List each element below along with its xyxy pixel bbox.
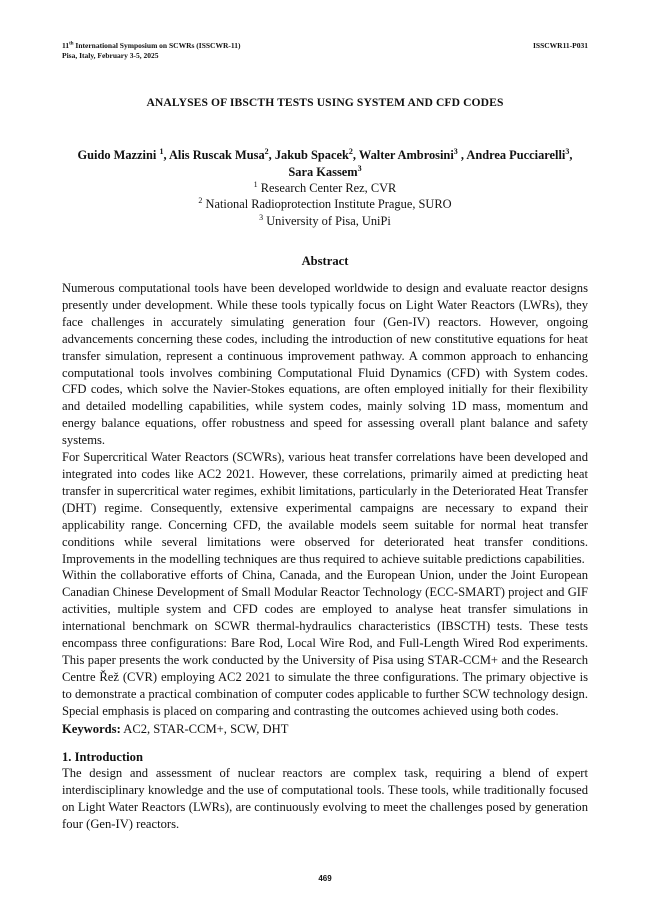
- running-header-conference: [62, 41, 240, 61]
- conference-name: 11th International Symposium on SCWRs (ISSCWR-11): [62, 41, 241, 50]
- abstract-paragraph: For Supercritical Water Reactors (SCWRs), various heat transfer correlations have been developed and integrated into codes like AC2 2021. However, these correlations, primarily aimed at predicting heat transfer in supercritical water regimes, exhibit limitations, particularly in the Deteriorated Heat Transfer (DHT) regime. Consequently, extensive experimental campaigns are necessary to expand their applicability range. Concerning CFD, the available models seem suitable for normal heat transfer conditions while several limitations were observed for deteriorated heat transfer conditions. Improvements in the modelling techniques are thus required to achieve suitable predictions capabilities.: [62, 450, 588, 566]
- paper-id: ISSCWR11-P031: [532, 41, 588, 50]
- paper-title: ANALYSES OF IBSCTH TESTS USING SYSTEM AND CFD CODES: [146, 96, 504, 109]
- author-affiliation-mark: 3: [453, 146, 458, 156]
- page-number: 469: [318, 874, 332, 883]
- author-list: Guido Mazzini $^1$, Alis Ruscak Musa$^2$, Jakub Spacek$^2$, Walter Ambrosini$^3$ , Andrea Pucciarelli$^3$, Sara Kassem$^3$: [77, 146, 573, 179]
- author-affiliation-mark: 3: [565, 146, 570, 156]
- abstract-body: [62, 280, 588, 720]
- abstract-heading: Abstract: [301, 254, 349, 268]
- affiliation: $^2$ National Radioprotection Institute Prague, SURO: [198, 196, 452, 212]
- author-name: Guido Mazzini: [77, 148, 160, 162]
- affiliation-list: [0, 180, 650, 229]
- author-name: Walter Ambrosini: [358, 148, 454, 162]
- author-affiliation-mark: 1: [159, 146, 164, 156]
- author-name: Sara Kassem: [288, 165, 358, 179]
- keywords-values: AC2, STAR-CCM+, SCW, DHT: [120, 722, 289, 736]
- abstract-paragraph: Within the collaborative efforts of China, Canada, and the European Union, under the Joint European Canadian Chinese Development of Small Modular Reactor Technology (ECC-SMART) project and GIF activities, multiple system and CFD codes are employed to analyse heat transfer simulations in international benchmark on SCWR thermal-hydraulics characteristics (IBSCTH) tests. These tests encompass three configurations: Bare Rod, Local Wire Rod, and Full-Length Wired Rod experiments. This paper presents the work conducted by the University of Pisa using STAR-CCM+ and the Research Centre Řež (CVR) employing AC2 2021 to simulate the three configurations. The primary objective is to demonstrate a practical combination of computer codes applicable to further SCW technology design. Special emphasis is placed on comparing and contrasting the outcomes achieved using both codes.: [62, 568, 588, 718]
- author-affiliation-mark: 2: [348, 146, 353, 156]
- affiliation: $^3$ University of Pisa, UniPi: [259, 212, 391, 228]
- abstract-paragraph: Numerous computational tools have been developed worldwide to design and evaluate reactor designs presently under development. While these tools typically focus on Light Water Reactors (LWRs), they face challenges in accurately simulating generation four (Gen-IV) reactors. However, ongoing advancements concerning these codes, including the introduction of new constitutive equations for heat transfer simulation, represent a continuous improvement pathway. A common approach to enhancing computational tools involves combining Computational Fluid Dynamics (CFD) with System codes. CFD codes, which solve the Navier-Stokes equations, are often employed initially for their flexibility and detailed modelling capabilities, while system codes, mainly solving 1D mass, momentum and energy balance equations, offer robustness and speed for assessing overall plant balance and safety systems.: [62, 281, 588, 448]
- author-name: Jakub Spacek: [274, 148, 349, 162]
- conference-location-date: Pisa, Italy, February 3-5, 2025: [62, 51, 159, 60]
- author-affiliation-mark: 3: [357, 163, 362, 173]
- keywords-label: Keywords:: [62, 722, 121, 736]
- author-name: Andrea Pucciarelli: [466, 148, 566, 162]
- author-name: Alis Ruscak Musa: [168, 148, 265, 162]
- keywords-line: [62, 722, 588, 737]
- author-affiliation-mark: 2: [264, 146, 269, 156]
- section-heading-introduction: 1. Introduction: [62, 750, 143, 764]
- affiliation: $^1$ Research Center Rez, CVR: [253, 179, 397, 195]
- introduction-paragraph: The design and assessment of nuclear reactors are complex task, requiring a blend of expert interdisciplinary knowledge and the use of computational tools. These tools, while traditionally focused on Light Water Reactors (LWRs), are continuously evolving to meet the challenges posed by generation four (Gen-IV) reactors.: [62, 766, 588, 831]
